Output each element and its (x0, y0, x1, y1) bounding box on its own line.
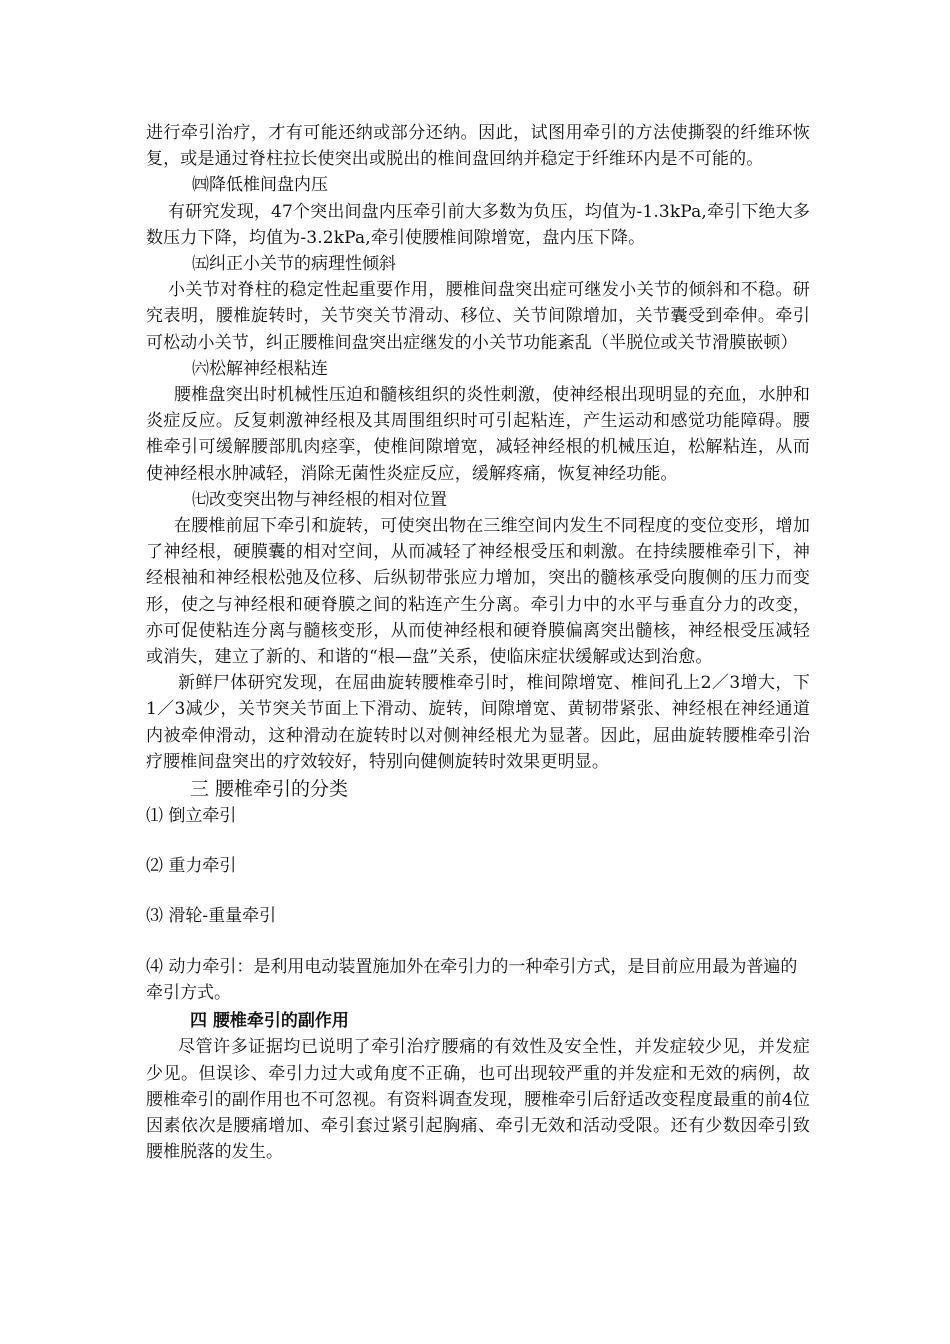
paragraph-4: 有研究发现，47个突出间盘内压牵引前大多数为负压，均值为-1.3kPa,牵引下绝大多数压力下降，均值为-3.2kPa,牵引使腰椎间隙增宽，盘内压下降。 (146, 201, 810, 248)
list-item: ⑷ 动力牵引：是利用电动装置施加外在牵引力的一种牵引方式，是目前应用最为普遍的牵引方式。 (146, 956, 798, 1003)
subheading-4: ㈣降低椎间盘内压 (192, 175, 328, 196)
spacer (146, 879, 810, 903)
subheading-6: ㈥松解神经根粘连 (192, 358, 328, 379)
subheading-5: ㈤纠正小关节的病理性倾斜 (192, 254, 396, 275)
section-title-side-effects: 四 腰椎牵引的副作用 (190, 1011, 349, 1032)
paragraph-5: 小关节对脊柱的稳定性起重要作用，腰椎间盘突出症可继发小关节的倾斜和不稳。研究表明，腰椎旋转时，关节突关节滑动、移位、关节间隙增加，关节囊受到牵伸。牵引可松动小关节，纠正腰椎间盘突出症继发的小关节功能紊乱（半脱位或关节滑膜嵌顿） (146, 280, 810, 353)
spacer (146, 829, 810, 853)
paragraph-intro: 进行牵引治疗，才有可能还纳或部分还纳。因此，试图用牵引的方法使撕裂的纤维环恢复，或是通过脊柱拉长使突出或脱出的椎间盘回纳并稳定于纤维环内是不可能的。 (146, 123, 810, 170)
list-item: ⑶ 滑轮-重量牵引 (146, 906, 277, 927)
subheading-7: ㈦改变突出物与神经根的相对位置 (192, 489, 447, 510)
list-item: ⑵ 重力牵引 (146, 856, 237, 877)
document-page (146, 120, 810, 1165)
paragraph-6: 腰椎盘突出时机械性压迫和髓核组织的炎性刺激，使神经根出现明显的充血，水肿和炎症反应。反复刺激神经根及其周围组织时可引起粘连，产生运动和感觉功能障碍。腰椎牵引可缓解腰部肌肉痉挛，使椎间隙增宽，减轻神经根的机械压迫，松解粘连，从而使神经根水肿减轻，消除无菌性炎症反应，缓解疼痛，恢复神经功能。 (146, 385, 810, 484)
paragraph-7: 在腰椎前屈下牵引和旋转，可使突出物在三维空间内发生不同程度的变位变形，增加了神经根，硬膜囊的相对空间，从而减轻了神经根受压和刺激。在持续腰椎牵引下，神经根袖和神经根松弛及位移、后纵韧带张应力增加，突出的髓核承受向腹侧的压力而变形，使之与神经根和硬脊膜之间的粘连产生分离。牵引力中的水平与垂直分力的改变，亦可促使粘连分离与髓核变形，从而使神经根和硬脊膜偏离突出髓核，神经根受压减轻或消失，建立了新的、和谐的“根—盘”关系，使临床症状缓解或达到治愈。 (146, 516, 810, 668)
paragraph-7b: 新鲜尸体研究发现，在屈曲旋转腰椎牵引时，椎间隙增宽、椎间孔上2／3增大，下1／3减少，关节突关节面上下滑动、旋转，间隙增宽、黄韧带紧张、神经根在神经通道内被牵伸滑动，这种滑动在旋转时以对侧神经根尤为显著。因此，屈曲旋转腰椎牵引治疗腰椎间盘突出的疗效较好，特别向健侧旋转时效果更明显。 (146, 673, 810, 772)
list-item: ⑴ 倒立牵引 (146, 806, 237, 827)
section-title-classification: 三 腰椎牵引的分类 (190, 778, 349, 801)
spacer (146, 930, 810, 954)
paragraph-side-effects: 尽管许多证据均已说明了牵引治疗腰痛的有效性及安全性，并发症较少见，并发症少见。但误诊、牵引力过大或角度不正确，也可出现较严重的并发症和无效的病例，故腰椎牵引的副作用也不可忽视。有资料调查发现，腰椎牵引后舒适改变程度最重的前4位因素依次是腰痛增加、牵引套过紧引起胸痛、牵引无效和活动受限。还有少数因牵引致腰椎脱落的发生。 (146, 1037, 810, 1163)
